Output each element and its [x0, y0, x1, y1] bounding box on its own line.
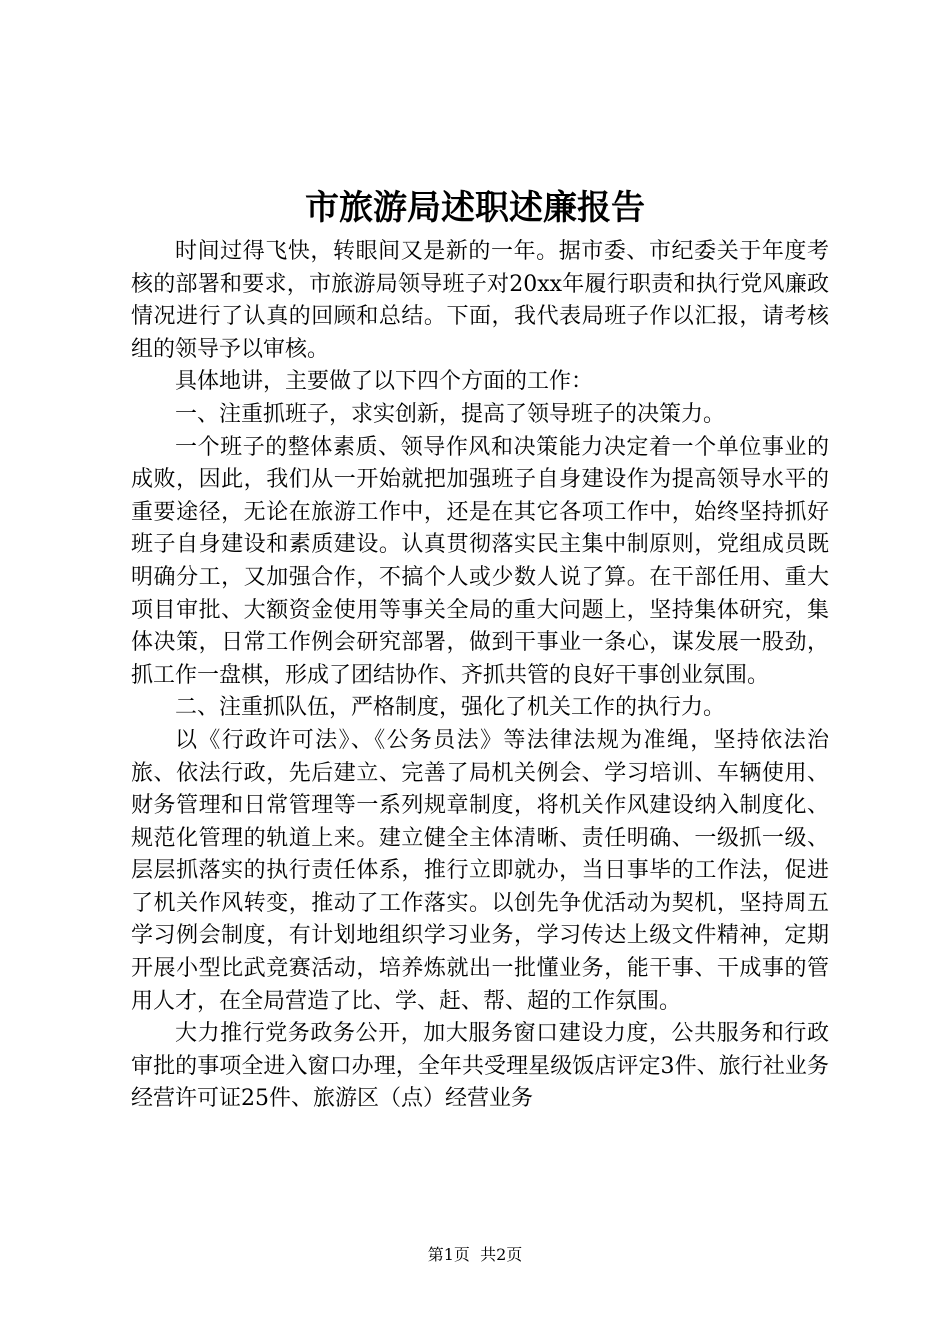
page-number: 第1页 共2页	[427, 1245, 523, 1264]
paragraph-intro: 时间过得飞快，转眼间又是新的一年。据市委、市纪委关于年度考核的部署和要求，市旅游局领导班子对20xx年履行职责和执行党风廉政情况进行了认真的回顾和总结。下面，我代表局班子作以汇报，请考核组的领导予以审核。	[131, 239, 829, 362]
section-heading-1: 一、注重抓班子，求实创新，提高了领导班子的决策力。	[175, 401, 726, 427]
paragraph-section-1: 一个班子的整体素质、领导作风和决策能力决定着一个单位事业的成败，因此，我们从一开始就把加强班子自身建设作为提高领导水平的重要途径，无论在旅游工作中，还是在其它各项工作中，始终坚持抓好班子自身建设和素质建设。认真贯彻落实民主集中制原则，党组成员既明确分工，又加强合作，不搞个人或少数人说了算。在干部任用、重大项目审批、大额资金使用等事关全局的重大问题上，坚持集体研究，集体决策，日常工作例会研究部署，做到干事业一条心，谋发展一股劲，抓工作一盘棋，形成了团结协作、齐抓共管的良好干事创业氛围。	[131, 434, 829, 688]
document-title: 市旅游局述职述廉报告	[305, 188, 645, 228]
document-body	[131, 236, 829, 1116]
page-footer	[0, 1244, 950, 1266]
paragraph-overview: 具体地讲，主要做了以下四个方面的工作：	[175, 369, 594, 395]
paragraph-section-2-cont: 大力推行党务政务公开，加大服务窗口建设力度，公共服务和行政审批的事项全进入窗口办理，全年共受理星级饭店评定3件、旅行社业务经营许可证25件、旅游区（点）经营业务	[131, 1021, 829, 1112]
section-heading-2: 二、注重抓队伍，严格制度，强化了机关工作的执行力。	[175, 695, 726, 721]
paragraph-section-2: 以《行政许可法》、《公务员法》等法律法规为准绳，坚持依法治旅、依法行政，先后建立、完善了局机关例会、学习培训、车辆使用、财务管理和日常管理等一系列规章制度，将机关作风建设纳入制度化、规范化管理的轨道上来。建立健全主体清晰、责任明确、一级抓一级、层层抓落实的执行责任体系，推行立即就办，当日事毕的工作法，促进了机关作风转变，推动了工作落实。以创先争优活动为契机，坚持周五学习例会制度，有计划地组织学习业务，学习传达上级文件精神，定期开展小型比武竞赛活动，培养炼就出一批懂业务，能干事、干成事的管用人才，在全局营造了比、学、赶、帮、超的工作氛围。	[131, 727, 829, 1014]
